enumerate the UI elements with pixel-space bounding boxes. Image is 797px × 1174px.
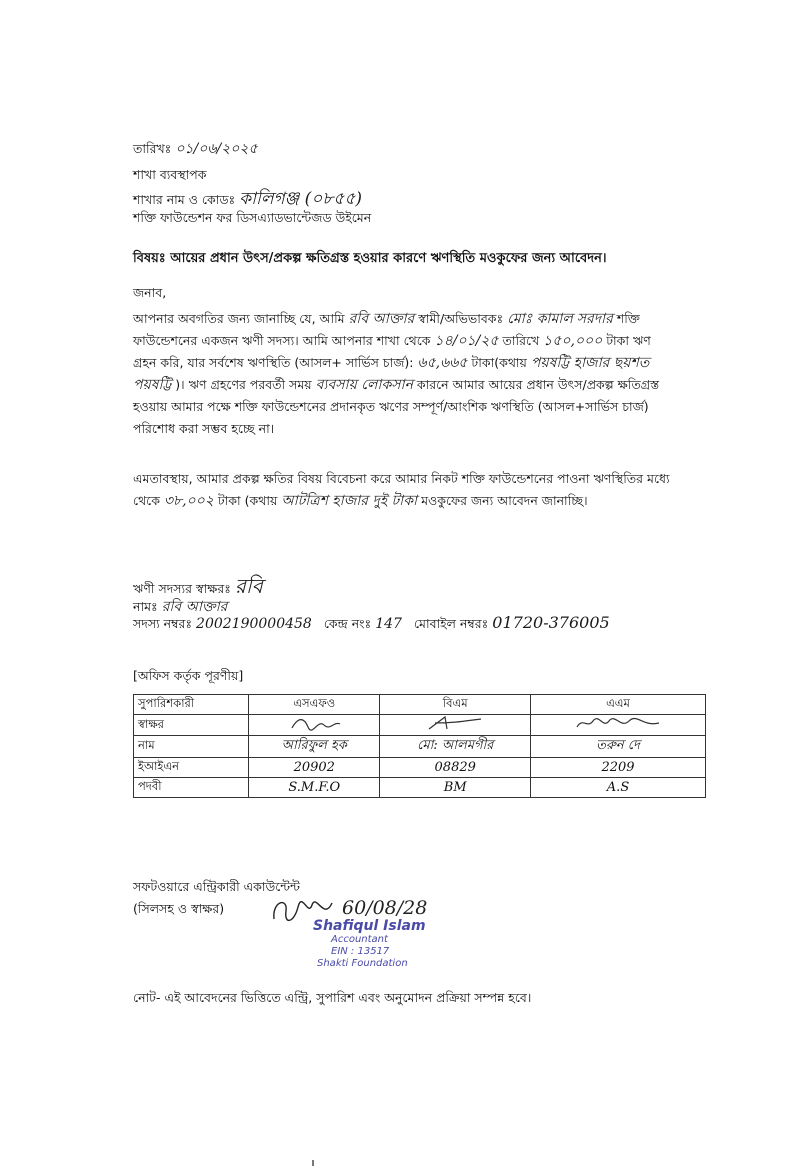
body-paragraph-1 <box>133 308 673 440</box>
salutation: জনাব, <box>133 285 167 300</box>
am-signature-mark <box>573 715 663 731</box>
member-name-label: নামঃ <box>133 599 158 614</box>
am-ein: 2209 <box>531 758 706 778</box>
body-paragraph-2 <box>133 468 673 512</box>
applicant-name: রবি আক্তার <box>348 311 415 327</box>
office-table <box>133 694 706 798</box>
scan-speck <box>312 1160 314 1166</box>
row-label: নাম <box>134 736 249 758</box>
bm-designation: BM <box>380 778 531 798</box>
p1-text-d: তারিখে <box>502 333 540 348</box>
p1-text-e: টাকা ঋণ গ্রহন করি, যার সর্বশেষ ঋণস্থিতি (আসল+ সার্ভিস চার্জ): <box>133 333 651 370</box>
stamp-name: Shafiqul Islam <box>313 918 426 934</box>
bm-signature-mark <box>425 715 485 731</box>
mobile-number: 01720-376005 <box>492 613 610 632</box>
stamp-role: Accountant <box>331 934 388 945</box>
branch-label: শাখার নাম ও কোডঃ <box>133 192 236 207</box>
member-signature-label: ঋণী সদস্যর স্বাক্ষরঃ <box>133 581 231 596</box>
loan-balance: ৬৫,৬৬৫ <box>417 355 468 371</box>
waiver-amount-words: আটত্রিশ হাজার দুই টাকা <box>281 493 418 509</box>
center-label: কেন্দ্র নংঃ <box>323 616 372 631</box>
row-label: ইআইএন <box>134 758 249 778</box>
office-title: [অফিস কর্তৃক পূরণীয়] <box>133 668 244 683</box>
p1-text-a: আপনার অবগতির জন্য জানাচ্ছি যে, আমি <box>133 311 345 326</box>
p2-text-c: মওকুফের জন্য আবেদন জানাচ্ছি। <box>421 493 588 508</box>
p1-text-b: স্বামী/অভিভাবকঃ <box>418 311 504 326</box>
office-row-signature <box>134 715 706 736</box>
loan-amount: ১৫০,০০০ <box>543 333 603 349</box>
office-header-row <box>134 695 706 715</box>
office-row-name <box>134 736 706 758</box>
waiver-amount: ৩৮,০০২ <box>163 493 214 509</box>
am-signature <box>531 715 706 736</box>
header-recommender: সুপারিশকারী <box>134 695 249 715</box>
accountant-line-1: সফটওয়ারে এন্ট্রিকারী একাউন্টেন্ট <box>133 879 300 894</box>
bm-signature <box>380 715 531 736</box>
member-number-label: সদস্য নম্বরঃ <box>133 616 193 631</box>
p1-text-f: টাকা(কথায় <box>471 355 527 370</box>
p2-text-a: এমতাবস্থায়, আমার প্রকল্প ক্ষতির বিষয় বিবেচনা করে আমার নিকট শক্তি ফাউন্ডেশনের পাওনা ঋণস্থিতির মধ্যে থেকে <box>133 471 670 508</box>
manager-line: শাখা ব্যবস্থাপক <box>133 167 207 182</box>
guardian-name: মোঃ কামাল <box>507 311 573 327</box>
guardian-name-2: সরদার <box>576 311 613 327</box>
branch-value: কালিগঞ্জ (০৮৫৫) <box>239 189 363 209</box>
am-name: তরুন দে <box>531 736 706 758</box>
member-name: রবি আক্তার <box>161 599 228 615</box>
accountant-line-2: (সিলসহ ও স্বাক্ষর) <box>133 901 225 916</box>
p1-text-g: )। ঋণ গ্রহণের পরবর্তী সময় <box>175 377 312 392</box>
header-sfo: এসএফও <box>249 695 380 715</box>
p2-text-b: টাকা (কথায় <box>217 493 278 508</box>
member-number: 2002190000458 <box>196 616 312 632</box>
sfo-designation: S.M.F.O <box>249 778 380 798</box>
center-number: 147 <box>375 616 402 632</box>
bm-name: মো: আলমগীর <box>380 736 531 758</box>
row-label: স্বাক্ষর <box>134 715 249 736</box>
date-label: তারিখঃ <box>133 141 172 156</box>
header-bm: বিএম <box>380 695 531 715</box>
subject: বিষয়ঃ আয়ের প্রধান উৎস/প্রকল্প ক্ষতিগ্রস্ত হওয়ার কারণে ঋণস্থিতি মওকুফের জন্য আবেদন। <box>133 251 607 266</box>
member-number-line <box>133 613 610 636</box>
org-line: শক্তি ফাউন্ডেশন ফর ডিসএ্যাডভান্টেজড উইমেন <box>133 210 372 225</box>
am-designation: A.S <box>531 778 706 798</box>
accountant-date: 60/08/28 <box>342 897 428 919</box>
accountant-stamp <box>313 918 426 970</box>
p1-text-h: কারনে আমার আয়ের প্রধান উৎস/প্রকল্প ক্ষতিগ্রস্ত হওয়ায় আমার পক্ষে শক্তি ফাউন্ডেশনের প্রদানকৃত ঋণের সম্পূর্ণ/আংশিক ঋণস্থিতি (আসল+সার্ভিস চার্জ) পরিশোধ করা সম্ভব হচ্ছে না। <box>133 377 660 436</box>
sfo-ein: 20902 <box>249 758 380 778</box>
note: নোট- এই আবেদনের ভিত্তিতে এন্ট্রি, সুপারিশ এবং অনুমোদন প্রক্রিয়া সম্পন্ন হবে। <box>133 990 532 1005</box>
member-signature: রবি <box>234 574 263 598</box>
loss-reason: ব্যবসায় লোকসান <box>315 377 413 393</box>
loan-date: ১৪/০১/২৫ <box>434 333 499 349</box>
office-row-designation <box>134 778 706 798</box>
sfo-name: আরিফুল হক <box>249 736 380 758</box>
date-value: ০১/০৬/২০২৫ <box>175 141 258 157</box>
stamp-org: Shakti Foundation <box>317 958 408 969</box>
header-am: এএম <box>531 695 706 715</box>
sfo-signature <box>249 715 380 736</box>
stamp-ein: EIN : 13517 <box>331 946 390 957</box>
date-line <box>133 137 258 161</box>
bm-ein: 08829 <box>380 758 531 778</box>
balance-words: পয়ষট্টি হাজার ছয়শত পয়ষট্টি <box>133 355 650 393</box>
sfo-signature-mark <box>284 715 344 731</box>
office-row-ein <box>134 758 706 778</box>
mobile-label: মোবাইল নম্বরঃ <box>413 616 489 631</box>
row-label: পদবী <box>134 778 249 798</box>
p1-text-c: শক্তি ফাউন্ডেশনের একজন ঋণী সদস্য। আমি আপনার শাখা থেকে <box>133 311 640 348</box>
